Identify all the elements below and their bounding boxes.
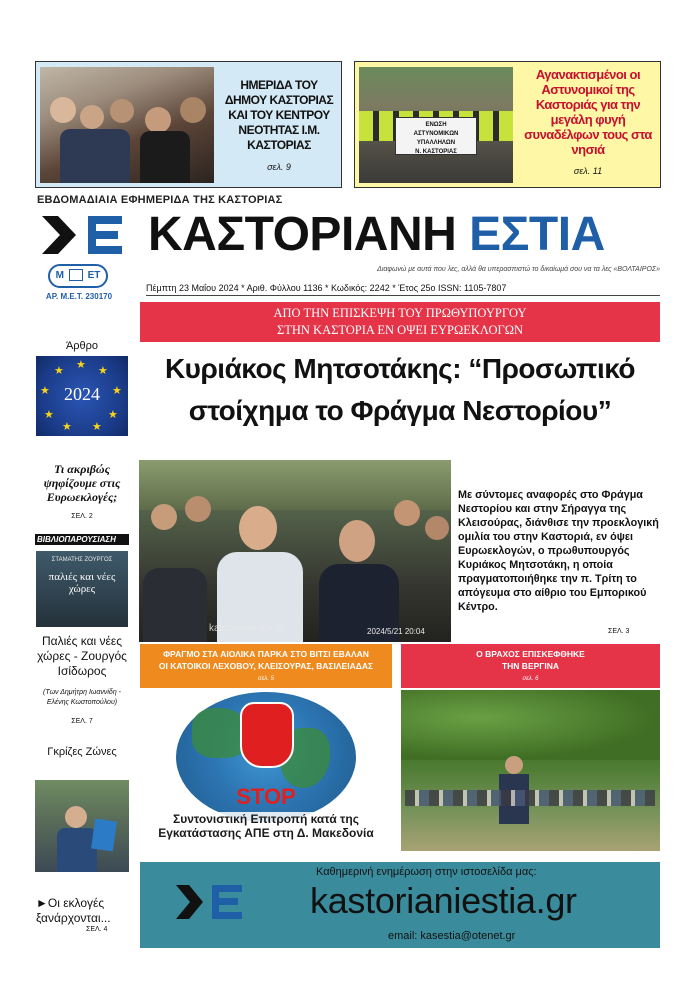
book-page: ΣΕΛ. 7 [71, 718, 93, 725]
eu-2024-image [36, 356, 128, 436]
ke-logo-icon [40, 212, 140, 258]
lead-headline[interactable] [138, 348, 662, 432]
met-badge [40, 264, 118, 306]
masthead-rule [146, 295, 660, 296]
met-code: ΑΡ. Μ.Ε.Τ. 230170 [45, 292, 113, 301]
lead-photo-date: 2024/5/21 20:04 [367, 627, 425, 636]
book-cover-image [36, 551, 128, 627]
weekly-label: ΕΒΔΟΜΑΔΙΑΙΑ ΕΦΗΜΕΡΙΔΑ ΤΗΣ ΚΑΣΤΟΡΙΑΣ [37, 194, 283, 206]
teaser-box-youth[interactable] [35, 61, 342, 188]
sidebar-article-title[interactable]: Τι ακριβώς ψηφίζουμε στις Ευρωεκλογές; [43, 462, 121, 504]
eu-stars-icon: ★ ★ ★ ★ ★ ★ ★ ★ ★ [40, 359, 122, 433]
met-letter-m: Μ [55, 270, 64, 281]
vergina-headline-box[interactable] [401, 644, 660, 688]
stop-hand-icon [240, 702, 294, 768]
masthead-motto: Διαφωνώ με αυτά που λες, αλλά θα υπερασπιστώ το δικαίωμά σου να τα λες «ΒΟΛΤΑΙΡΟΣ» [377, 266, 660, 273]
masthead-logo [40, 212, 140, 258]
stop-text: STOP [236, 784, 296, 809]
teaser-youth-page: σελ. 9 [267, 162, 291, 172]
lead-kicker-line1: ΑΠΟ ΤΗΝ ΕΠΙΣΚΕΨΗ ΤΟΥ ΠΡΩΘΥΠΟΥΡΓΟΥ [273, 306, 527, 320]
youth-event-photo [40, 67, 214, 183]
lead-headline-line2: στοίχημα το Φράγμα Νεστορίου” [188, 395, 612, 426]
lead-photo-watermark: kastorianiestia.gr [209, 623, 285, 634]
issue-info: Πέμπτη 23 Μαΐου 2024 * Αριθ. Φύλλου 1136 * Κωδικός: 2242 * Έτος 25ο ISSN: 1105-7807 [146, 283, 507, 293]
footer-tagline: Καθημερινή ενημέρωση στην ιστοσελίδα μας: [316, 866, 537, 878]
teaser-police-page: σελ. 11 [573, 166, 603, 176]
stop-poster [140, 688, 392, 851]
book-section-label: ΒΙΒΛΙΟΠΑΡΟΥΣΙΑΣΗ [35, 534, 129, 545]
wind-headline-box[interactable] [140, 644, 392, 688]
footer-ke-logo-icon [176, 882, 250, 922]
book-title[interactable]: Παλιές και νέες χώρες - Ζουργός Ισίδωρος [37, 634, 127, 678]
wind-headline-line2: ΟΙ ΚΑΤΟΙΚΟΙ ΛΕΧΟΒΟΥ, ΚΛΕΙΣΟΥΡΑΣ, ΒΑΣΙΛΕΙΑΔΑΣ [158, 661, 374, 671]
sidebar-article-label: Άρθρο [65, 340, 99, 352]
teaser-youth-headline: ΗΜΕΡΙΔΑ ΤΟΥ ΔΗΜΟΥ ΚΑΣΤΟΡΙΑΣ ΚΑΙ ΤΟΥ ΚΕΝΤΡΟΥ ΝΕΟΤΗΤΑΣ Ι.Μ. ΚΑΣΤΟΡΙΑΣ [224, 78, 334, 152]
stop-caption-line2: Εγκατάστασης ΑΠΕ στη Δ. Μακεδονία [158, 826, 374, 840]
police-banner: ΕΝΩΣΗ ΑΣΤΥΝΟΜΙΚΩΝ ΥΠΑΛΛΗΛΩΝ Ν. ΚΑΣΤΟΡΙΑΣ [395, 117, 477, 155]
masthead-title [148, 208, 605, 262]
book-cover-author: ΣΤΑΜΑΤΗΣ ΖΟΥΡΓΟΣ [51, 557, 113, 563]
elections-title[interactable]: ►Οι εκλογές ξανάρχονται... [36, 896, 111, 925]
masthead-title-part2: ΕΣΤΙΑ [469, 208, 605, 261]
footer-ad[interactable] [140, 862, 660, 948]
vergina-page: σελ. 6 [522, 676, 539, 682]
sidebar-article-page: ΣΕΛ. 2 [71, 513, 93, 520]
wind-headline-line1: ΦΡΑΓΜΟ ΣΤΑ ΑΙΟΛΙΚΑ ΠΑΡΚΑ ΣΤΟ ΒΙΤΣΙ ΕΒΑΛΑΝ [163, 649, 369, 659]
eu-year: 2024 [64, 384, 100, 404]
teaser-police-headline: Αγανακτισμένοι οι Αστυνομικοί της Καστοριάς για την μεγάλη φυγή συναδέλφων τους στα νησιά [524, 67, 652, 157]
footer-site[interactable]: kastorianiestia.gr [310, 880, 577, 921]
lead-photo-pm [139, 460, 451, 642]
vergina-photo [401, 690, 660, 851]
lead-kicker-line2: ΣΤΗΝ ΚΑΣΤΟΡΙΑ ΕΝ ΟΨΕΙ ΕΥΡΩΕΚΛΟΓΩΝ [276, 323, 524, 337]
masthead-title-part1: ΚΑΣΤΟΡΙΑΝΗ [148, 208, 457, 261]
police-protest-photo [359, 67, 513, 183]
lead-kicker [140, 302, 660, 342]
wind-page: σελ. 5 [258, 676, 274, 682]
elections-page: ΣΕΛ. 4 [86, 926, 108, 933]
teaser-box-police[interactable] [354, 61, 661, 188]
stop-caption-line1: Συντονιστική Επιτροπή κατά της [173, 812, 359, 826]
footer-email[interactable]: email: kasestia@otenet.gr [388, 930, 516, 942]
book-icon [69, 269, 83, 281]
lead-page: ΣΕΛ. 3 [608, 628, 630, 635]
lead-body: Με σύντομες αναφορές στο Φράγμα Νεστορίου και στην Σήραγγα της Κλεισούρας, διάνθισε την προεκλογική ομιλία του στην Καστοριά, εν όψει Ευρωεκλογών, ο πρωθυπουργός Κυριάκος Μητσοτάκη, η οποία πραγματοποιήθηκε την π. Τρίτη το απόγευμα στο αίθριο του Εμπορικού Κέντρο. [458, 489, 659, 613]
vergina-headline-line2: ΤΗΝ ΒΕΡΓΙΝΑ [501, 661, 560, 671]
book-cover-title: παλιές και νέες χώρες [48, 571, 116, 595]
roots-title[interactable]: Γκρίζες Ζώνες [47, 746, 117, 758]
book-note: (Των Δημήτρη Ιωαννίδη - Ελένης Κωστοπούλου) [42, 689, 121, 706]
vergina-headline-line1: Ο ΒΡΑΧΟΣ ΕΠΙΣΚΕΦΘΗΚΕ [476, 649, 585, 659]
stop-caption [140, 812, 392, 840]
elections-photo [35, 780, 129, 872]
met-letter-e: ΕΤ [87, 270, 101, 281]
lead-headline-line1: Κυριάκος Μητσοτάκης: “Προσωπικό [164, 353, 636, 384]
